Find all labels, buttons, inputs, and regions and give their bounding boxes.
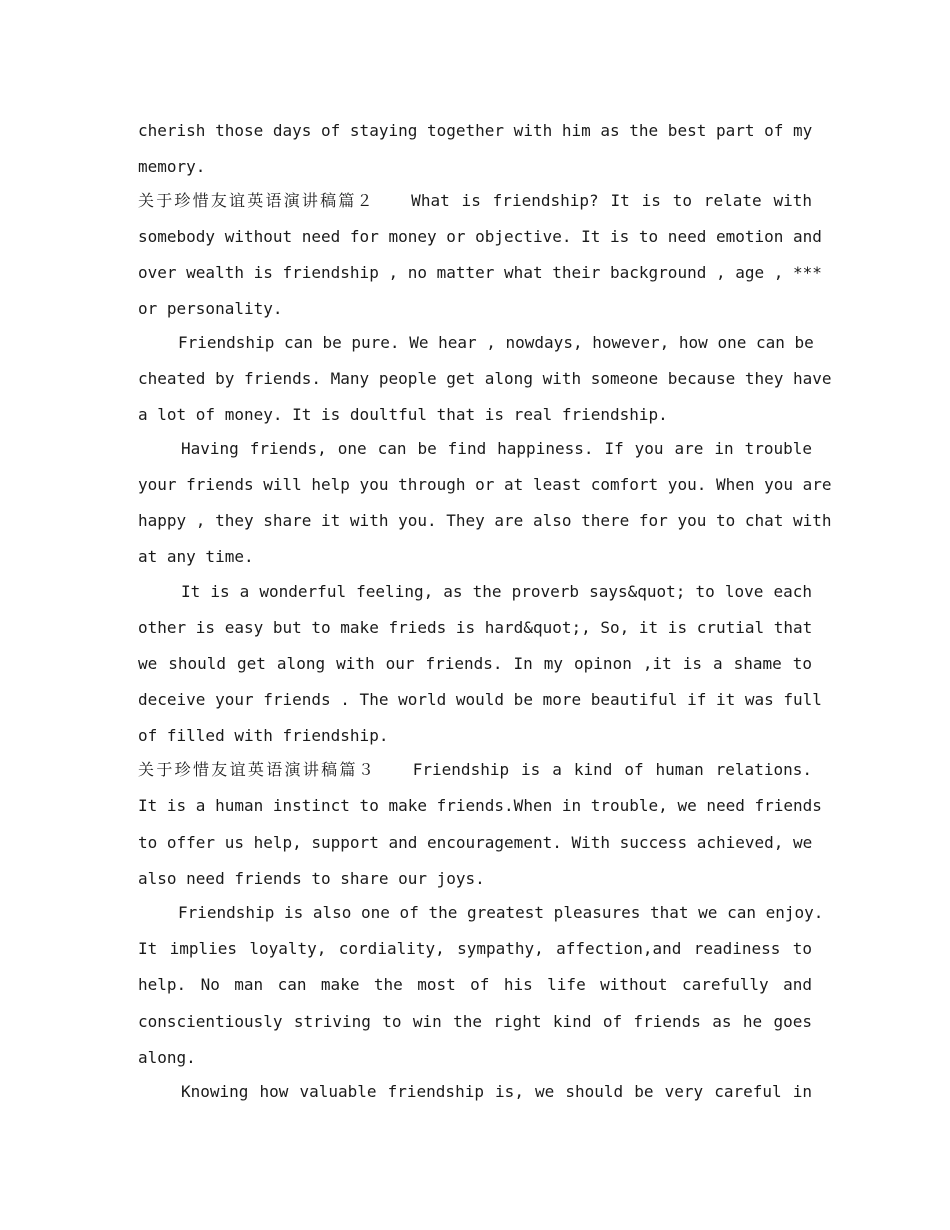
text-line: cheated by friends. Many people get along with someone because they have (138, 369, 832, 388)
text-line: happy , they share it with you. They are also there for you to chat with (138, 511, 832, 530)
paragraph-first-line: It is a wonderful feeling, as the proverb says&quot; to love each (181, 582, 812, 601)
text-line: memory. (138, 157, 206, 176)
text-line: conscientiously striving to win the right kind of friends as he goes (138, 1012, 812, 1031)
text-line: It is a human instinct to make friends.When in trouble, we need friends (138, 796, 822, 815)
text-line: we should get along with our friends. In my opinon ,it is a shame to (138, 654, 812, 673)
text-line: at any time. (138, 547, 254, 566)
text-line: It implies loyalty, cordiality, sympathy, affection,and readiness to (138, 939, 812, 958)
section-heading-line: 关于珍惜友谊英语演讲稿篇２ What is friendship? It is to relate with (138, 191, 812, 210)
text-line: or personality. (138, 299, 283, 318)
text-line: your friends will help you through or at least comfort you. When you are (138, 475, 832, 494)
text-line: along. (138, 1048, 196, 1067)
paragraph-first-line: Friendship can be pure. We hear , nowdays, however, how one can be (178, 333, 814, 352)
text-line: help. No man can make the most of his life without carefully and (138, 975, 812, 994)
text-line: cherish those days of staying together with him as the best part of my (138, 121, 813, 140)
text-line: a lot of money. It is doultful that is real friendship. (138, 405, 668, 424)
text-line: of filled with friendship. (138, 726, 389, 745)
text-line: also need friends to share our joys. (138, 869, 485, 888)
text-line: deceive your friends . The world would be more beautiful if it was full (138, 690, 822, 709)
text-line: over wealth is friendship , no matter what their background , age , *** (138, 263, 822, 282)
paragraph-first-line: Knowing how valuable friendship is, we should be very careful in (181, 1082, 812, 1101)
paragraph-first-line: Having friends, one can be find happiness. If you are in trouble (181, 439, 812, 458)
text-line: to offer us help, support and encouragement. With success achieved, we (138, 833, 813, 852)
section-heading-line: 关于珍惜友谊英语演讲稿篇３ Friendship is a kind of human relations. (138, 760, 812, 779)
paragraph-first-line: Friendship is also one of the greatest pleasures that we can enjoy. (178, 903, 824, 922)
text-line: other is easy but to make frieds is hard&quot;, So, it is crutial that (138, 618, 813, 637)
text-line: somebody without need for money or objective. It is to need emotion and (138, 227, 822, 246)
